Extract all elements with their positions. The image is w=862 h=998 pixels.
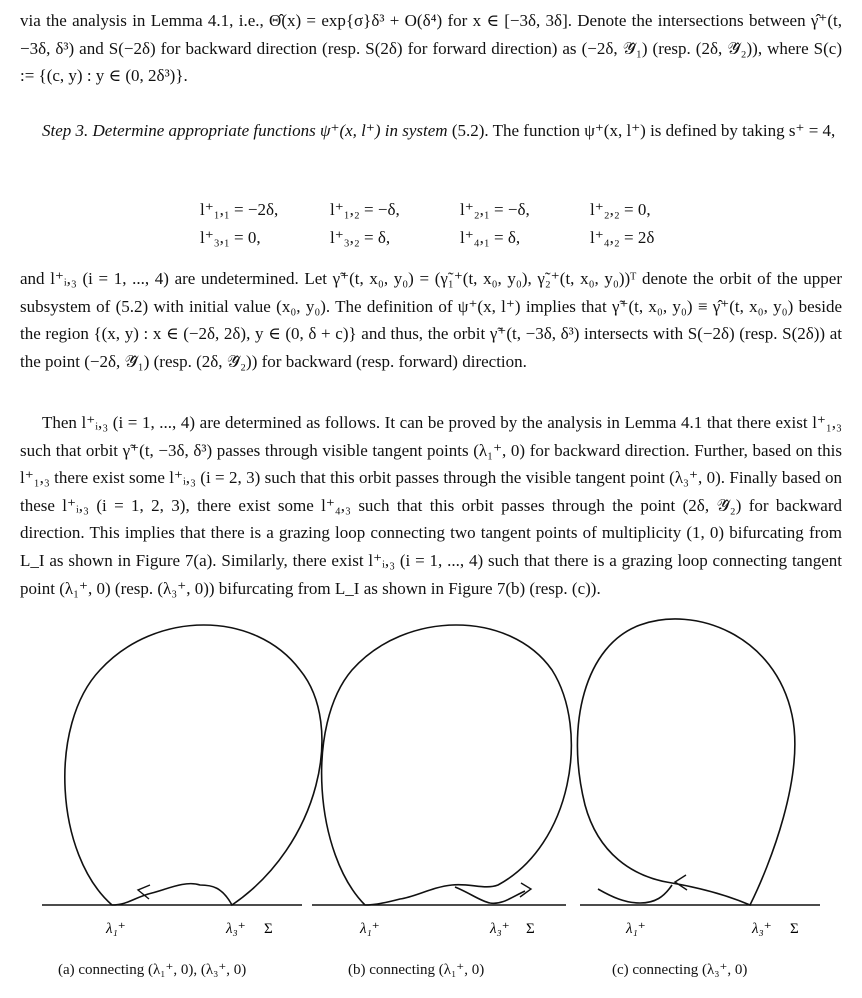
arrow-b: [520, 883, 531, 897]
arrow-c: [675, 875, 687, 890]
equation-term: l⁺₂,₁ = −δ,: [460, 200, 530, 219]
equation-term: l⁺₃,₂ = δ,: [330, 228, 391, 247]
grazing-loop-b: [322, 625, 572, 905]
equation-term: l⁺₄,₂ = 2δ: [590, 228, 655, 247]
grazing-loop-c: [577, 619, 794, 905]
lambda3-label-b: λ₃⁺: [490, 921, 510, 937]
paragraph-orbit-definition: and l⁺ᵢ,₃ (i = 1, ..., 4) are undetermined. Let γ̃⁺(t, x₀, y₀) = (γ̃₁⁺(t, x₀, y₀), γ̃₂⁺(t, x₀, y₀))ᵀ denote the orbit of the upper subsystem of (5.2) with initial value (x₀, y₀). The definition of ψ⁺(x, l⁺) implies that γ̃⁺(t, x₀, y₀) ≡ γ̂⁺(t, x₀, y₀) beside the region {(x, y) : x ∈ (−2δ, 2δ), y ∈ (0, δ + c)} and thus, the orbit γ̃⁺(t, −3δ, δ³) intersects with S(−2δ) (resp. S(2δ)) at the point (−2δ, 𝒴̂₁) (resp. (2δ, 𝒴̂₂)) for backward (resp. forward) direction.: [20, 269, 842, 371]
equation-term: l⁺₁,₂ = −δ,: [330, 200, 400, 219]
step3-heading: Step 3. Determine appropriate functions ψ⁺(x, l⁺) in system: [42, 121, 448, 140]
equation-term: l⁺₄,₁ = δ,: [460, 228, 521, 247]
sigma-label-c: Σ: [790, 921, 799, 937]
equation-term: l⁺₃,₁ = 0,: [200, 228, 261, 247]
caption-b: (b) connecting (λ₁⁺, 0): [348, 962, 485, 978]
paragraph-intro: via the analysis in Lemma 4.1, i.e., Θ̂(x) = exp{σ}δ³ + O(δ⁴) for x ∈ [−3δ, 3δ]. Denote the intersections between γ̂⁺(t, −3δ, δ³) and S(−2δ) for backward direction (resp. S(2δ) for forward direction) as (−2δ, 𝒴̂₁) (resp. (2δ, 𝒴̂₂)), where S(c) := {(c, y) : y ∈ (0, 2δ³)}.: [20, 11, 842, 86]
panel-b: [312, 625, 571, 937]
figure-7-panels: [0, 585, 862, 955]
equation-row-2: [200, 224, 720, 252]
step3-text: (5.2). The function ψ⁺(x, l⁺) is defined by taking s⁺ = 4,: [451, 121, 836, 140]
orbit-segment-c: [598, 885, 672, 903]
grazing-loop-a: [65, 625, 322, 905]
lambda1-label-c: λ₁⁺: [626, 921, 646, 937]
caption-c: (c) connecting (λ₃⁺, 0): [612, 962, 748, 978]
panel-c: [577, 619, 820, 937]
panel-a: [40, 585, 322, 937]
sigma-label-b: Σ: [526, 921, 535, 937]
equation-row-1: [200, 196, 720, 224]
equation-term: l⁺₂,₂ = 0,: [590, 200, 651, 219]
equation-block: [200, 196, 720, 252]
lambda1-label-b: λ₁⁺: [360, 921, 380, 937]
lambda3-label-c: λ₃⁺: [752, 921, 772, 937]
equation-term: l⁺₁,₁ = −2δ,: [200, 200, 279, 219]
lambda1-label-a: λ₁⁺: [106, 921, 126, 937]
sigma-label-a: Σ: [264, 921, 273, 937]
orbit-segment-b: [455, 887, 525, 903]
caption-a: (a) connecting (λ₁⁺, 0), (λ₃⁺, 0): [58, 962, 247, 978]
paragraph-step3: [20, 117, 842, 145]
paragraph-determination: Then l⁺ᵢ,₃ (i = 1, ..., 4) are determined as follows. It can be proved by the analysis in Lemma 4.1 that there exist l⁺₁,₃ such that orbit γ̃⁺(t, −3δ, δ³) passes through visible tangent points (λ₁⁺, 0) for backward direction. Further, based on this l⁺₁,₃ there exist some l⁺ᵢ,₃ (i = 2, 3) such that this orbit passes through the visible tangent point (λ₃⁺, 0). Finally based on these l⁺ᵢ,₃ (i = 1, 2, 3), there exist some l⁺₄,₃ such that this orbit passes through the point (2δ, 𝒴̂₂) for backward direction. This implies that there is a grazing loop connecting two tangent points of multiplicity (1, 0) bifurcating from L_I as shown in Figure 7(a). Similarly, there exist l⁺ᵢ,₃ (i = 1, ..., 4) such that there is a grazing loop connecting tangent point (λ₁⁺, 0) (resp. (λ₃⁺, 0)) bifurcating from L_I as shown in Figure 7(b) (resp. (c)).: [20, 413, 842, 598]
lambda3-label-a: λ₃⁺: [226, 921, 246, 937]
